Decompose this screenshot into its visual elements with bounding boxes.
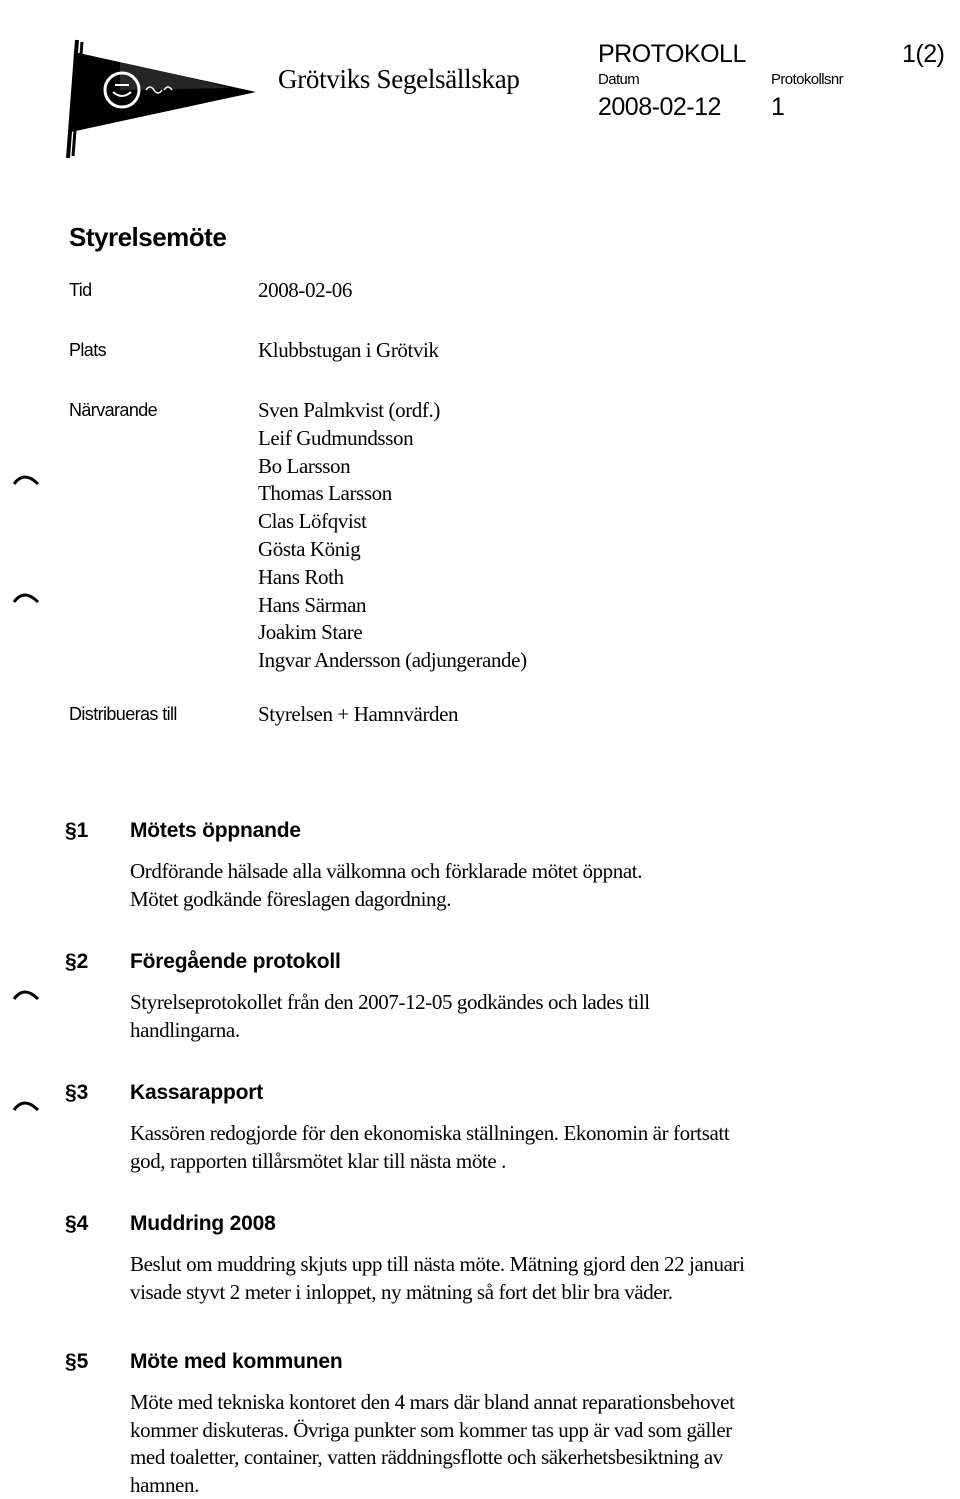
time-label: Tid: [69, 280, 92, 301]
body-line: Möte med tekniska kontoret den 4 mars där bland annat reparationsbehovet: [130, 1389, 910, 1417]
distribution-label: Distribueras till: [69, 704, 177, 725]
agenda-item-number: §1: [65, 819, 88, 843]
attendee: Sven Palmkvist (ordf.): [258, 397, 527, 425]
body-line: Styrelseprotokollet från den 2007-12-05 godkändes och lades till: [130, 989, 910, 1017]
page-number: 1(2): [902, 40, 944, 69]
attendee: Joakim Stare: [258, 619, 527, 647]
agenda-item-title: Föregående protokoll: [130, 950, 341, 974]
date-label: Datum: [598, 71, 639, 88]
body-line: Beslut om muddring skjuts upp till nästa möte. Mätning gjord den 22 januari: [130, 1251, 910, 1279]
agenda-item-body: [130, 1120, 910, 1175]
body-line: visade styvt 2 meter i inloppet, ny mätning så fort det blir bra väder.: [130, 1279, 910, 1307]
attendees-label: Närvarande: [69, 400, 157, 421]
agenda-item-title: Mötets öppnande: [130, 819, 301, 843]
meeting-title: Styrelsemöte: [69, 222, 226, 253]
time-value: 2008-02-06: [258, 278, 352, 303]
attendee: Bo Larsson: [258, 453, 527, 481]
attendee: Clas Löfqvist: [258, 508, 527, 536]
place-label: Plats: [69, 340, 106, 361]
agenda-item-body: [130, 989, 910, 1044]
place-value: Klubbstugan i Grötvik: [258, 338, 439, 363]
protocol-number-value: 1: [771, 93, 785, 122]
attendee: Ingvar Andersson (adjungerande): [258, 647, 527, 675]
document-type: PROTOKOLL: [598, 40, 746, 69]
agenda-item-body: [130, 1251, 910, 1306]
agenda-item-body: [130, 858, 910, 913]
body-line: Mötet godkände föreslagen dagordning.: [130, 886, 910, 914]
club-name: Grötviks Segelsällskap: [278, 64, 520, 95]
agenda-item-title: Möte med kommunen: [130, 1350, 342, 1374]
scan-mark-icon: [12, 470, 40, 486]
body-line: hamnen.: [130, 1472, 910, 1499]
body-line: med toaletter, container, vatten räddningsflotte och säkerhetsbesiktning av: [130, 1444, 910, 1472]
attendee: Gösta König: [258, 536, 527, 564]
scan-mark-icon: [12, 1096, 40, 1112]
agenda-item-number: §3: [65, 1081, 88, 1105]
protocol-number-label: Protokollsnr: [771, 71, 843, 88]
body-line: god, rapporten tillårsmötet klar till nästa möte .: [130, 1148, 910, 1176]
agenda-item-number: §4: [65, 1212, 88, 1236]
body-line: kommer diskuteras. Övriga punkter som kommer tas upp är vad som gäller: [130, 1417, 910, 1445]
agenda-item-number: §2: [65, 950, 88, 974]
pennant-flag-icon: [60, 30, 260, 160]
body-line: handlingarna.: [130, 1017, 910, 1045]
attendee: Hans Särman: [258, 592, 527, 620]
agenda-item-number: §5: [65, 1350, 88, 1374]
body-line: Kassören redogjorde för den ekonomiska ställningen. Ekonomin är fortsatt: [130, 1120, 910, 1148]
attendees-list: [258, 397, 527, 675]
agenda-item-title: Muddring 2008: [130, 1212, 276, 1236]
attendee: Leif Gudmundsson: [258, 425, 527, 453]
distribution-value: Styrelsen + Hamnvärden: [258, 702, 458, 727]
body-line: Ordförande hälsade alla välkomna och förklarade mötet öppnat.: [130, 858, 910, 886]
attendee: Thomas Larsson: [258, 480, 527, 508]
scan-mark-icon: [12, 588, 40, 604]
date-value: 2008-02-12: [598, 93, 721, 122]
agenda-item-title: Kassarapport: [130, 1081, 263, 1105]
attendee: Hans Roth: [258, 564, 527, 592]
agenda-item-body: [130, 1389, 910, 1499]
scan-mark-icon: [12, 985, 40, 1001]
